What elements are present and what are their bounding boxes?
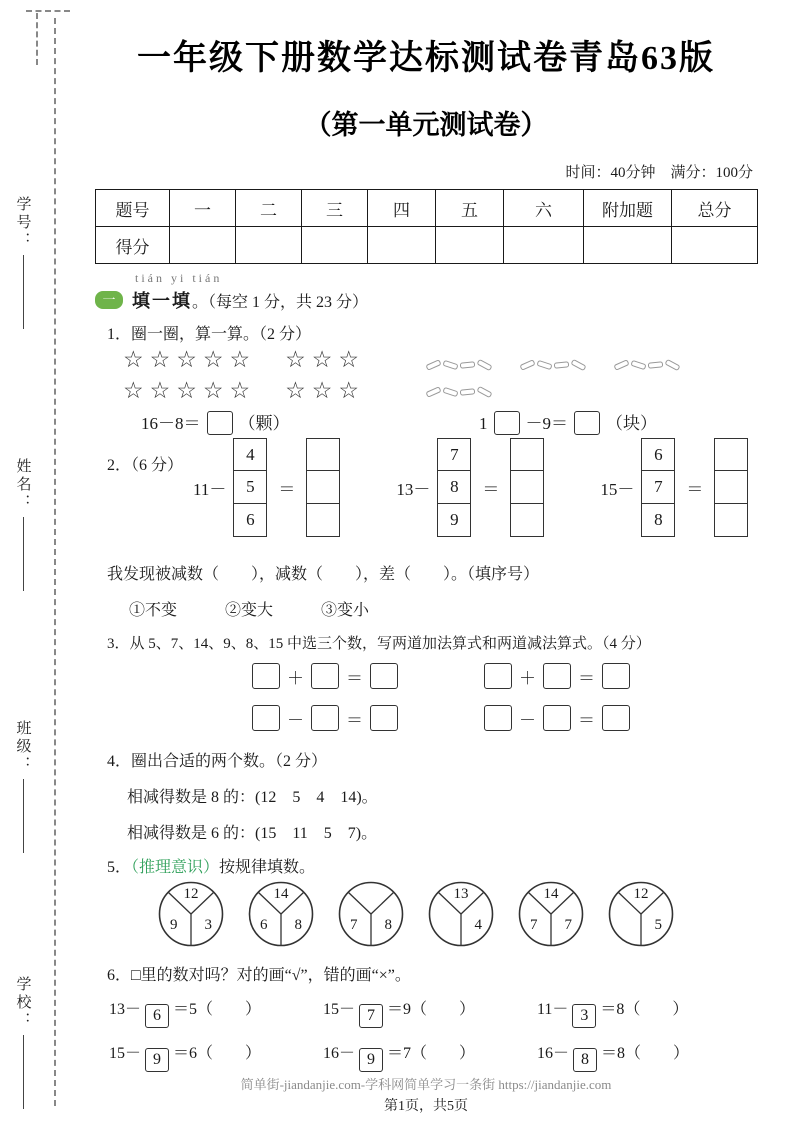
- class-text: 班级：: [14, 720, 31, 774]
- equation-text: ＝7（ ）: [387, 1045, 476, 1062]
- equation-text: 1: [479, 414, 488, 433]
- score-table-header-cell: 五: [436, 190, 504, 227]
- score-cell: [236, 227, 302, 264]
- q5-heading: [107, 854, 315, 877]
- answer-box: [602, 663, 630, 689]
- number-box: 8: [573, 1048, 597, 1072]
- answer-box: [370, 663, 398, 689]
- answer-box: [252, 705, 280, 731]
- q5-instruction: 按规律填数。: [219, 859, 316, 876]
- minus-sign: －: [519, 710, 536, 730]
- result-stack: [510, 438, 544, 537]
- score-table-header-cell: 附加题: [584, 190, 672, 227]
- score-table-score-row: [96, 227, 758, 264]
- equals-sign: ＝: [578, 710, 595, 730]
- school-text: 学校：: [14, 976, 31, 1030]
- equation-text: ＝6（ ）: [173, 1045, 262, 1062]
- circle-top-value: 14: [273, 886, 289, 902]
- answer-box: [370, 705, 398, 731]
- score-table: [95, 189, 758, 264]
- answer-box: [714, 470, 748, 504]
- student-id-text: 学号：: [14, 196, 31, 250]
- candy-icon: [554, 361, 570, 369]
- equation-text: 16－: [537, 1045, 570, 1062]
- equation-text: 13－: [109, 1001, 142, 1018]
- answer-box: [714, 438, 748, 472]
- page-number: 第1页，共5页: [384, 1099, 468, 1114]
- number-box: 3: [572, 1004, 596, 1028]
- plus-sign: ＋: [287, 668, 304, 688]
- minuend-label: 11－: [193, 479, 227, 499]
- equation-text: 16－: [323, 1045, 356, 1062]
- class-blank: [23, 779, 24, 853]
- candy-cluster: [519, 352, 587, 376]
- score-cell: [504, 227, 584, 264]
- candy-icon: [570, 359, 586, 371]
- pattern-circles: [157, 880, 675, 948]
- q6-row-2: [109, 1040, 751, 1072]
- candy-icon: [460, 361, 476, 369]
- circle-left-value: 9: [170, 917, 178, 933]
- subtrahend-stack: [437, 438, 471, 537]
- number-box: 8: [437, 470, 471, 504]
- equation-unit: （块）: [606, 414, 657, 433]
- number-box: 6: [145, 1004, 169, 1028]
- pattern-circle: [427, 880, 495, 948]
- answer-box: [510, 438, 544, 472]
- equation-text: 15－: [323, 1001, 356, 1018]
- q3-subtraction-row: [245, 705, 637, 731]
- circle-right-value: 3: [204, 917, 212, 933]
- q3-addition-row: [245, 663, 637, 689]
- candy-row: [425, 352, 707, 379]
- number-box: 7: [437, 438, 471, 472]
- check-equation: [537, 1040, 751, 1072]
- number-box: 9: [359, 1048, 383, 1072]
- equation-text: 16－8＝: [141, 414, 201, 433]
- student-name-label: [8, 458, 38, 591]
- stars-group: [123, 344, 365, 406]
- candy-icon: [536, 360, 552, 370]
- score-cell: [368, 227, 436, 264]
- check-equation: [323, 996, 537, 1028]
- score-cell: [302, 227, 368, 264]
- circle-right-value: 7: [564, 917, 572, 933]
- cut-mark-vertical: [36, 13, 38, 65]
- answer-box: [207, 411, 233, 435]
- q6-row-1: [109, 996, 751, 1028]
- check-equation: [537, 996, 751, 1028]
- stars-row: ☆☆☆☆☆ ☆☆☆: [123, 347, 365, 372]
- number-box: 9: [437, 503, 471, 537]
- number-box: 9: [145, 1048, 169, 1072]
- answer-box: [543, 663, 571, 689]
- candy-icon: [648, 361, 664, 369]
- subtraction-group: [193, 438, 340, 537]
- score-row-label: 得分: [96, 227, 170, 264]
- candy-row: [425, 379, 707, 406]
- check-equation: [323, 1040, 537, 1072]
- circle-left-value: 7: [530, 917, 538, 933]
- score-table-header-cell: 四: [368, 190, 436, 227]
- candy-icon: [476, 386, 492, 398]
- score-table-header-cell: 三: [302, 190, 368, 227]
- candy-cluster: [425, 379, 493, 403]
- candy-icon: [519, 359, 535, 371]
- candy-icon: [476, 359, 492, 371]
- equals-sign: ＝: [578, 668, 595, 688]
- equals-sign: ＝: [346, 710, 363, 730]
- time-score-info: 时间：40分钟 满分：100分: [565, 165, 753, 181]
- q5-skill-tag: （推理意识）: [131, 859, 220, 876]
- score-cell: [672, 227, 758, 264]
- candy-icon: [664, 359, 680, 371]
- pattern-circle: [337, 880, 405, 948]
- school-label: [8, 976, 38, 1109]
- q2-groups: [193, 438, 748, 537]
- equation-text: －9＝: [525, 414, 568, 433]
- equation-text: ＝9（ ）: [387, 1001, 476, 1018]
- answer-box: [510, 470, 544, 504]
- equation-text: ＝5（ ）: [173, 1001, 262, 1018]
- school-blank: [23, 1035, 24, 1109]
- section-one-header: [95, 287, 368, 313]
- equals-sign: ＝: [278, 479, 296, 499]
- subtrahend-stack: [641, 438, 675, 537]
- answer-box: [306, 470, 340, 504]
- q1-heading: 1．圈一圈，算一算。（2 分）: [107, 326, 312, 343]
- number-box: 7: [641, 470, 675, 504]
- candy-icon: [460, 388, 476, 396]
- score-cell: [584, 227, 672, 264]
- number-box: 7: [359, 1004, 383, 1028]
- q5-number: 5．: [107, 859, 132, 876]
- check-equation: [109, 996, 323, 1028]
- student-name-blank: [23, 517, 24, 591]
- answer-box: [306, 503, 340, 537]
- check-equation: [109, 1040, 323, 1072]
- candy-cluster: [613, 352, 681, 376]
- equation-text: ＝8（ ）: [600, 1001, 689, 1018]
- number-box: 5: [233, 470, 267, 504]
- equation-text: 15－: [109, 1045, 142, 1062]
- result-stack: [714, 438, 748, 537]
- score-table-header-cell: 六: [504, 190, 584, 227]
- fold-dashed-line: [54, 18, 56, 1106]
- addition-equation: [245, 663, 405, 689]
- page-subtitle: （第一单元测试卷）: [304, 110, 548, 140]
- section-number-badge: 一: [95, 291, 123, 309]
- subtraction-group: [600, 438, 748, 537]
- number-box: 8: [641, 503, 675, 537]
- equation-unit: （颗）: [238, 414, 290, 433]
- answer-box: [714, 503, 748, 537]
- circle-right-value: 8: [384, 917, 392, 933]
- circle-right-value: 4: [474, 917, 482, 933]
- worksheet-body: [95, 0, 757, 1122]
- circle-left-value: 7: [350, 917, 358, 933]
- score-table-header-cell: 题号: [96, 190, 170, 227]
- watermark-footer: 简单街-jiandanjie.com-学科网简单学习一条街 https://jiandanjie.com: [240, 1077, 612, 1092]
- answer-box: [484, 663, 512, 689]
- q2-options: ①不变 ②变大 ③变小: [129, 602, 370, 619]
- score-table-header-cell: 总分: [672, 190, 758, 227]
- answer-box: [252, 663, 280, 689]
- q2-heading: 2．（6 分）: [107, 457, 184, 474]
- score-table-header-cell: 二: [236, 190, 302, 227]
- cut-mark-horizontal: [26, 10, 70, 12]
- score-table-header-cell: 一: [170, 190, 236, 227]
- answer-box: [311, 663, 339, 689]
- pattern-circle: [247, 880, 315, 948]
- result-stack: [306, 438, 340, 537]
- plus-sign: ＋: [519, 668, 536, 688]
- candies-group: [425, 352, 707, 406]
- pattern-circle: [607, 880, 675, 948]
- circle-right-value: 8: [294, 917, 302, 933]
- answer-box: [574, 411, 600, 435]
- answer-box: [311, 705, 339, 731]
- circle-divider-icon: [337, 880, 405, 948]
- score-cell: [436, 227, 504, 264]
- student-id-label: [8, 196, 38, 329]
- candy-icon: [425, 359, 441, 371]
- minus-sign: －: [287, 710, 304, 730]
- candy-icon: [425, 386, 441, 398]
- minuend-label: 13－: [396, 479, 431, 499]
- number-box: 6: [233, 503, 267, 537]
- subtraction-equation: [245, 705, 405, 731]
- answer-box: [510, 503, 544, 537]
- section-points: 。（每空 1 分，共 23 分）: [192, 293, 369, 311]
- student-id-blank: [23, 255, 24, 329]
- stars-row: ☆☆☆☆☆ ☆☆☆: [123, 378, 365, 403]
- score-cell: [170, 227, 236, 264]
- candy-icon: [613, 359, 629, 371]
- score-table-header-row: [96, 190, 758, 227]
- answer-box: [543, 705, 571, 731]
- section-title: 填一填: [132, 291, 192, 311]
- equals-sign: ＝: [482, 479, 500, 499]
- pattern-circle: [517, 880, 585, 948]
- equals-sign: ＝: [346, 668, 363, 688]
- equation-text: ＝8（ ）: [601, 1045, 690, 1062]
- answer-box: [306, 438, 340, 472]
- student-name-text: 姓名：: [14, 458, 31, 512]
- circle-top-value: 14: [543, 886, 559, 902]
- answer-box: [494, 411, 520, 435]
- q4-heading: 4．圈出合适的两个数。（2 分）: [107, 753, 328, 770]
- pinyin-annotation: tián yi tián: [135, 271, 223, 285]
- q4-line-1: 相减得数是 8 的：(12 5 4 14)。: [127, 789, 378, 806]
- answer-box: [484, 705, 512, 731]
- circle-top-value: 12: [633, 886, 649, 902]
- q6-heading: 6．□里的数对吗？对的画“√”，错的画“×”。: [107, 967, 411, 984]
- candy-icon: [630, 360, 646, 370]
- circle-left-value: 6: [260, 917, 268, 933]
- candy-icon: [442, 360, 458, 370]
- candy-icon: [442, 387, 458, 397]
- q1-right-equation: [479, 409, 657, 435]
- class-label: [8, 720, 38, 853]
- minuend-label: 15－: [600, 479, 635, 499]
- circle-top-value: 13: [453, 886, 469, 902]
- subtraction-equation: [477, 705, 637, 731]
- equals-sign: ＝: [686, 479, 704, 499]
- equation-text: 11－: [537, 1001, 569, 1018]
- number-box: 4: [233, 438, 267, 472]
- q1-left-equation: [141, 409, 290, 435]
- subtraction-group: [396, 438, 544, 537]
- candy-cluster: [425, 352, 493, 376]
- q3-heading: 3．从 5、7、14、9、8、15 中选三个数，写两道加法算式和两道减法算式。（4 分）: [107, 636, 651, 652]
- q4-line-2: 相减得数是 6 的：(15 11 5 7)。: [127, 825, 378, 842]
- circle-top-value: 12: [183, 886, 199, 902]
- circle-right-value: 5: [654, 917, 662, 933]
- number-box: 6: [641, 438, 675, 472]
- pattern-circle: [157, 880, 225, 948]
- page-title: 一年级下册数学达标测试卷青岛63版: [137, 40, 715, 77]
- answer-box: [602, 705, 630, 731]
- q2-discovery-line: 我发现被减数（ ），减数（ ），差（ ）。（填序号）: [107, 566, 540, 583]
- addition-equation: [477, 663, 637, 689]
- subtrahend-stack: [233, 438, 267, 537]
